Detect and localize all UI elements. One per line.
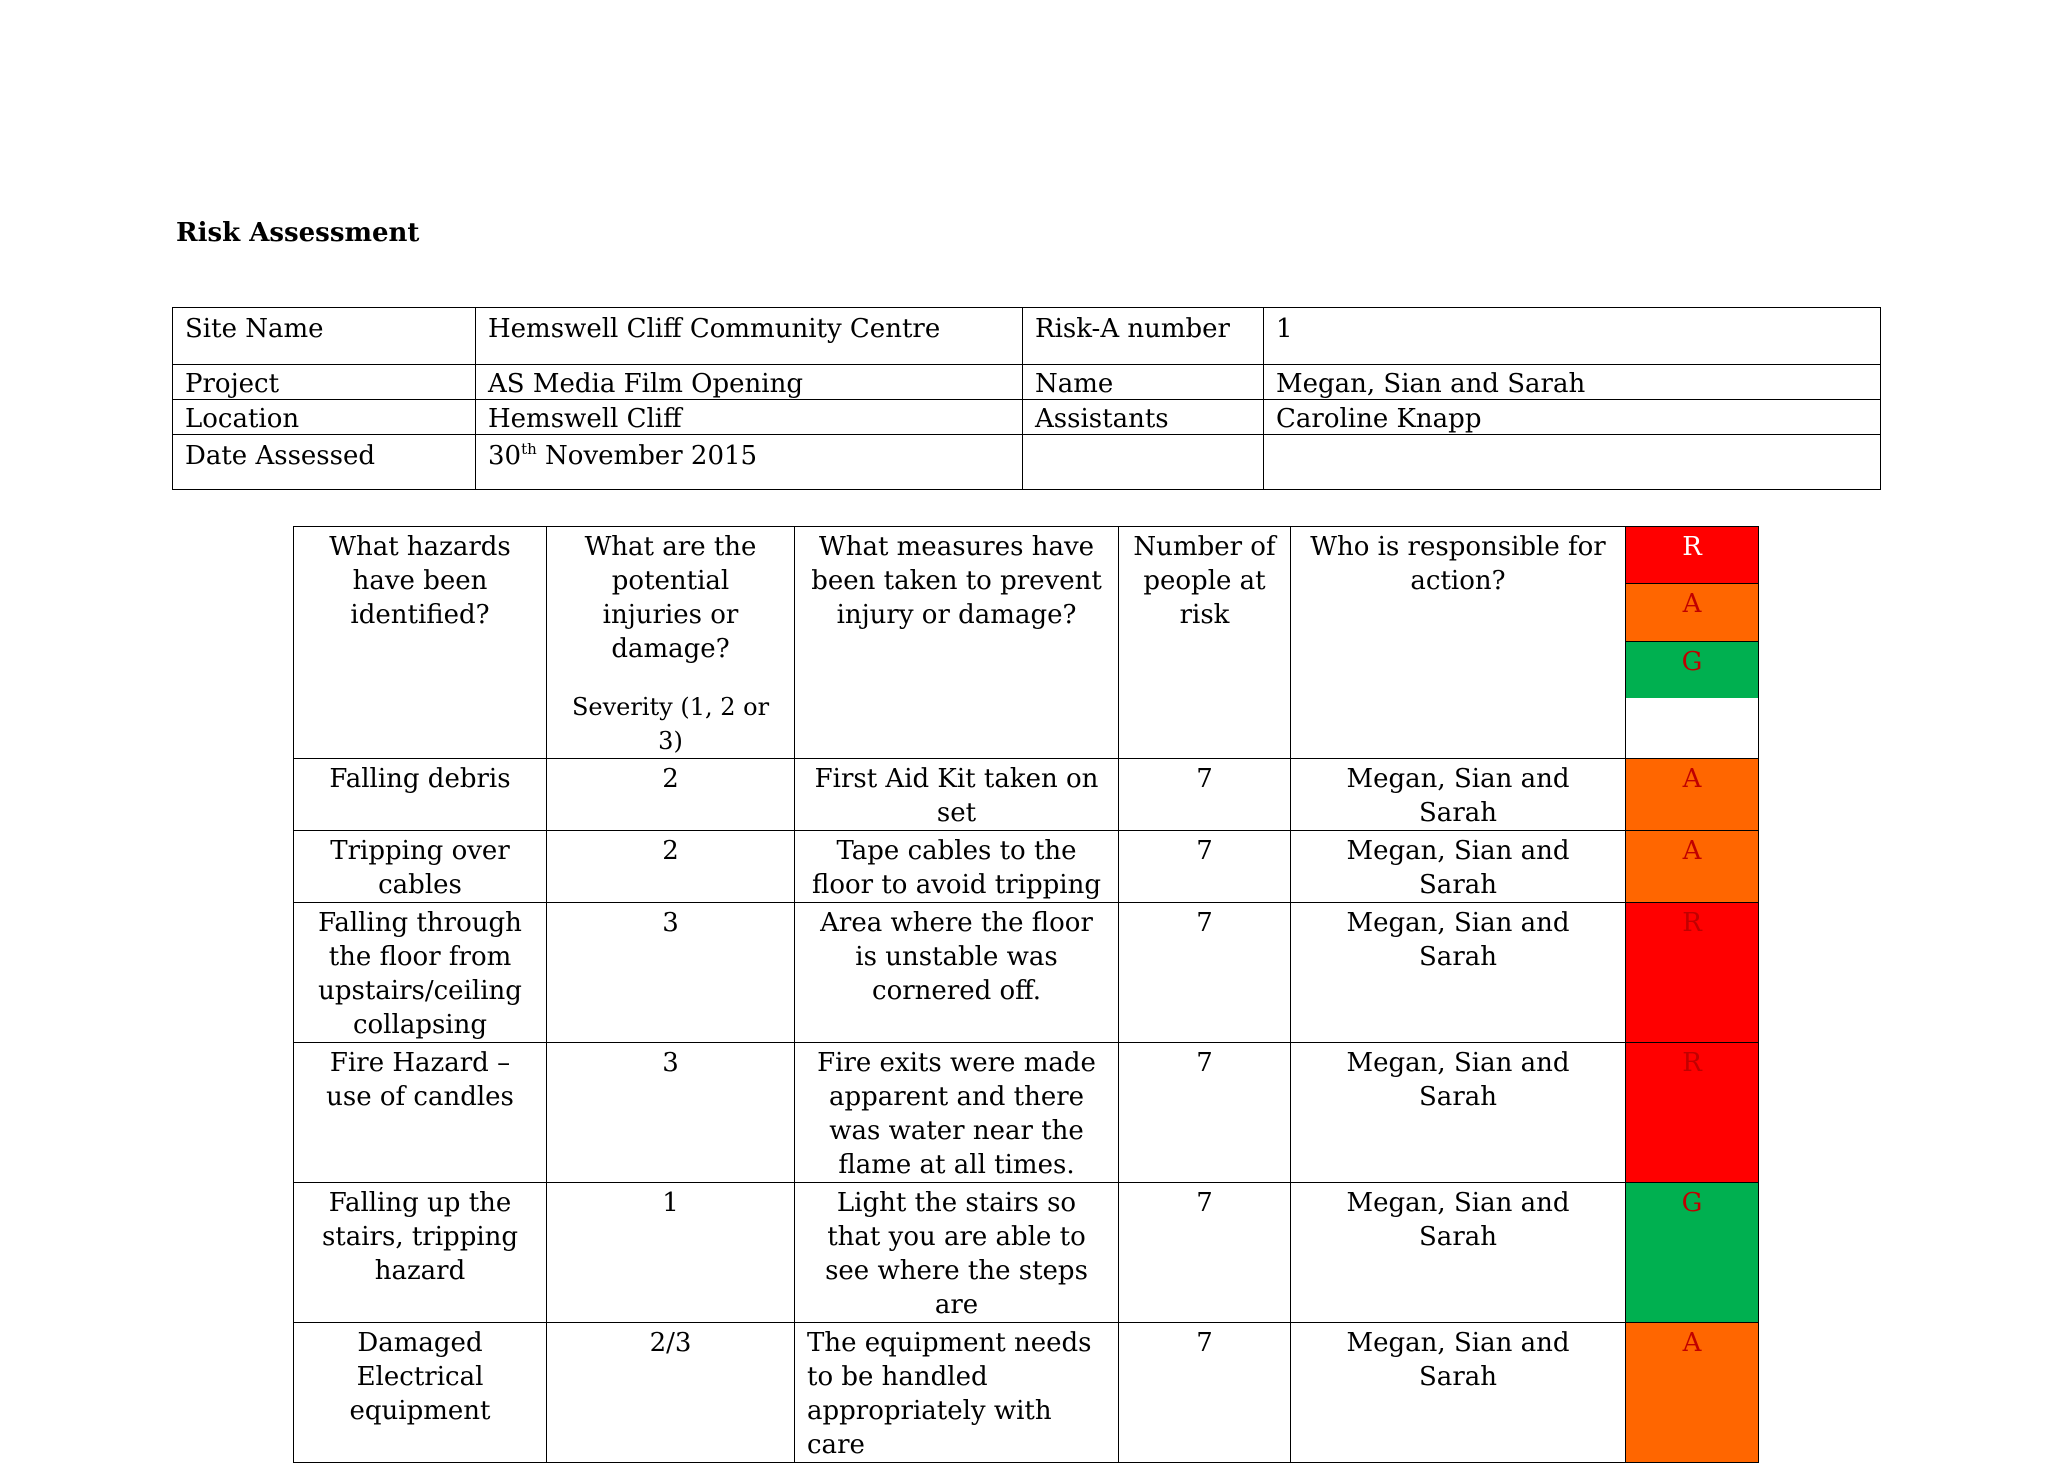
rag-rating-cell [1626, 1043, 1759, 1183]
hazard-cell: Fire Hazard – use of candles [294, 1043, 547, 1183]
people-column-header: Number of people at risk [1119, 527, 1291, 759]
responsible-cell: Megan, Sian and Sarah [1291, 903, 1626, 1043]
injury-header-text: What are the potential injuries or damage? [584, 532, 757, 664]
assistants-label: Assistants [1023, 400, 1264, 435]
rag-rating: R [1682, 1048, 1702, 1078]
responsible-cell: Megan, Sian and Sarah [1291, 831, 1626, 903]
date-assessed-label: Date Assessed [173, 435, 476, 490]
severity-cell: 3 [547, 903, 795, 1043]
measures-cell: Fire exits were made apparent and there was water near the flame at all times. [795, 1043, 1119, 1183]
date-ordinal-suffix: th [521, 440, 537, 458]
severity-cell: 2 [547, 759, 795, 831]
site-info-table [172, 307, 1881, 490]
table-row [294, 831, 1759, 903]
name-value: Megan, Sian and Sarah [1264, 365, 1881, 400]
hazard-table [293, 526, 1759, 1463]
measures-cell: Tape cables to the floor to avoid tripping [795, 831, 1119, 903]
rag-rating: A [1682, 836, 1702, 866]
rag-rating: A [1682, 764, 1702, 794]
empty-value-cell [1264, 435, 1881, 490]
date-day: 30 [488, 441, 522, 471]
people-cell: 7 [1119, 831, 1291, 903]
assistants-value: Caroline Knapp [1264, 400, 1881, 435]
risk-number-value: 1 [1264, 308, 1881, 365]
location-value: Hemswell Cliff [476, 400, 1023, 435]
injury-column-header [547, 527, 795, 759]
hazard-cell: Tripping over cables [294, 831, 547, 903]
rag-column-header [1626, 527, 1759, 759]
measures-cell: Light the stairs so that you are able to see where the steps are [795, 1183, 1119, 1323]
people-cell: 7 [1119, 759, 1291, 831]
risk-number-label: Risk-A number [1023, 308, 1264, 365]
rag-legend-red: R [1626, 527, 1758, 583]
table-row [294, 1323, 1759, 1463]
measures-column-header: What measures have been taken to prevent injury or damage? [795, 527, 1119, 759]
responsible-cell: Megan, Sian and Sarah [1291, 1043, 1626, 1183]
project-value: AS Media Film Opening [476, 365, 1023, 400]
measures-cell: The equipment needs to be handled appropriately with care [795, 1323, 1119, 1463]
site-name-value: Hemswell Cliff Community Centre [476, 308, 1023, 365]
location-label: Location [173, 400, 476, 435]
responsible-column-header: Who is responsible for action? [1291, 527, 1626, 759]
date-rest: November 2015 [536, 441, 758, 471]
people-cell: 7 [1119, 1183, 1291, 1323]
table-row [294, 903, 1759, 1043]
severity-cell: 1 [547, 1183, 795, 1323]
rag-rating-cell [1626, 1323, 1759, 1463]
people-cell: 7 [1119, 903, 1291, 1043]
empty-label-cell [1023, 435, 1264, 490]
responsible-cell: Megan, Sian and Sarah [1291, 1323, 1626, 1463]
rag-legend [1626, 527, 1758, 698]
people-cell: 7 [1119, 1043, 1291, 1183]
date-assessed-value [476, 435, 1023, 490]
hazard-header-row [294, 527, 1759, 759]
site-info-row [173, 308, 1881, 365]
responsible-cell: Megan, Sian and Sarah [1291, 759, 1626, 831]
severity-cell: 2/3 [547, 1323, 795, 1463]
hazard-cell: Falling up the stairs, tripping hazard [294, 1183, 547, 1323]
page-title: Risk Assessment [176, 218, 420, 248]
measures-cell: Area where the floor is unstable was cornered off. [795, 903, 1119, 1043]
site-name-label: Site Name [173, 308, 476, 365]
measures-cell: First Aid Kit taken on set [795, 759, 1119, 831]
rag-rating: R [1682, 908, 1702, 938]
name-label: Name [1023, 365, 1264, 400]
rag-rating-cell [1626, 1183, 1759, 1323]
hazard-column-header: What hazards have been identified? [294, 527, 547, 759]
rag-rating: A [1682, 1328, 1702, 1358]
rag-legend-green: G [1626, 641, 1758, 698]
site-info-row [173, 400, 1881, 435]
rag-rating-cell [1626, 903, 1759, 1043]
rag-rating-cell [1626, 831, 1759, 903]
table-row [294, 1183, 1759, 1323]
people-cell: 7 [1119, 1323, 1291, 1463]
hazard-cell: Falling through the floor from upstairs/ceiling collapsing [294, 903, 547, 1043]
site-info-row [173, 435, 1881, 490]
hazard-cell: Falling debris [294, 759, 547, 831]
hazard-cell: Damaged Electrical equipment [294, 1323, 547, 1463]
rag-rating-cell [1626, 759, 1759, 831]
severity-cell: 3 [547, 1043, 795, 1183]
table-row [294, 759, 1759, 831]
responsible-cell: Megan, Sian and Sarah [1291, 1183, 1626, 1323]
site-info-row [173, 365, 1881, 400]
severity-cell: 2 [547, 831, 795, 903]
project-label: Project [173, 365, 476, 400]
rag-rating: G [1681, 1188, 1703, 1218]
rag-legend-amber: A [1626, 583, 1758, 640]
severity-note: Severity (1, 2 or 3) [571, 693, 770, 755]
table-row [294, 1043, 1759, 1183]
